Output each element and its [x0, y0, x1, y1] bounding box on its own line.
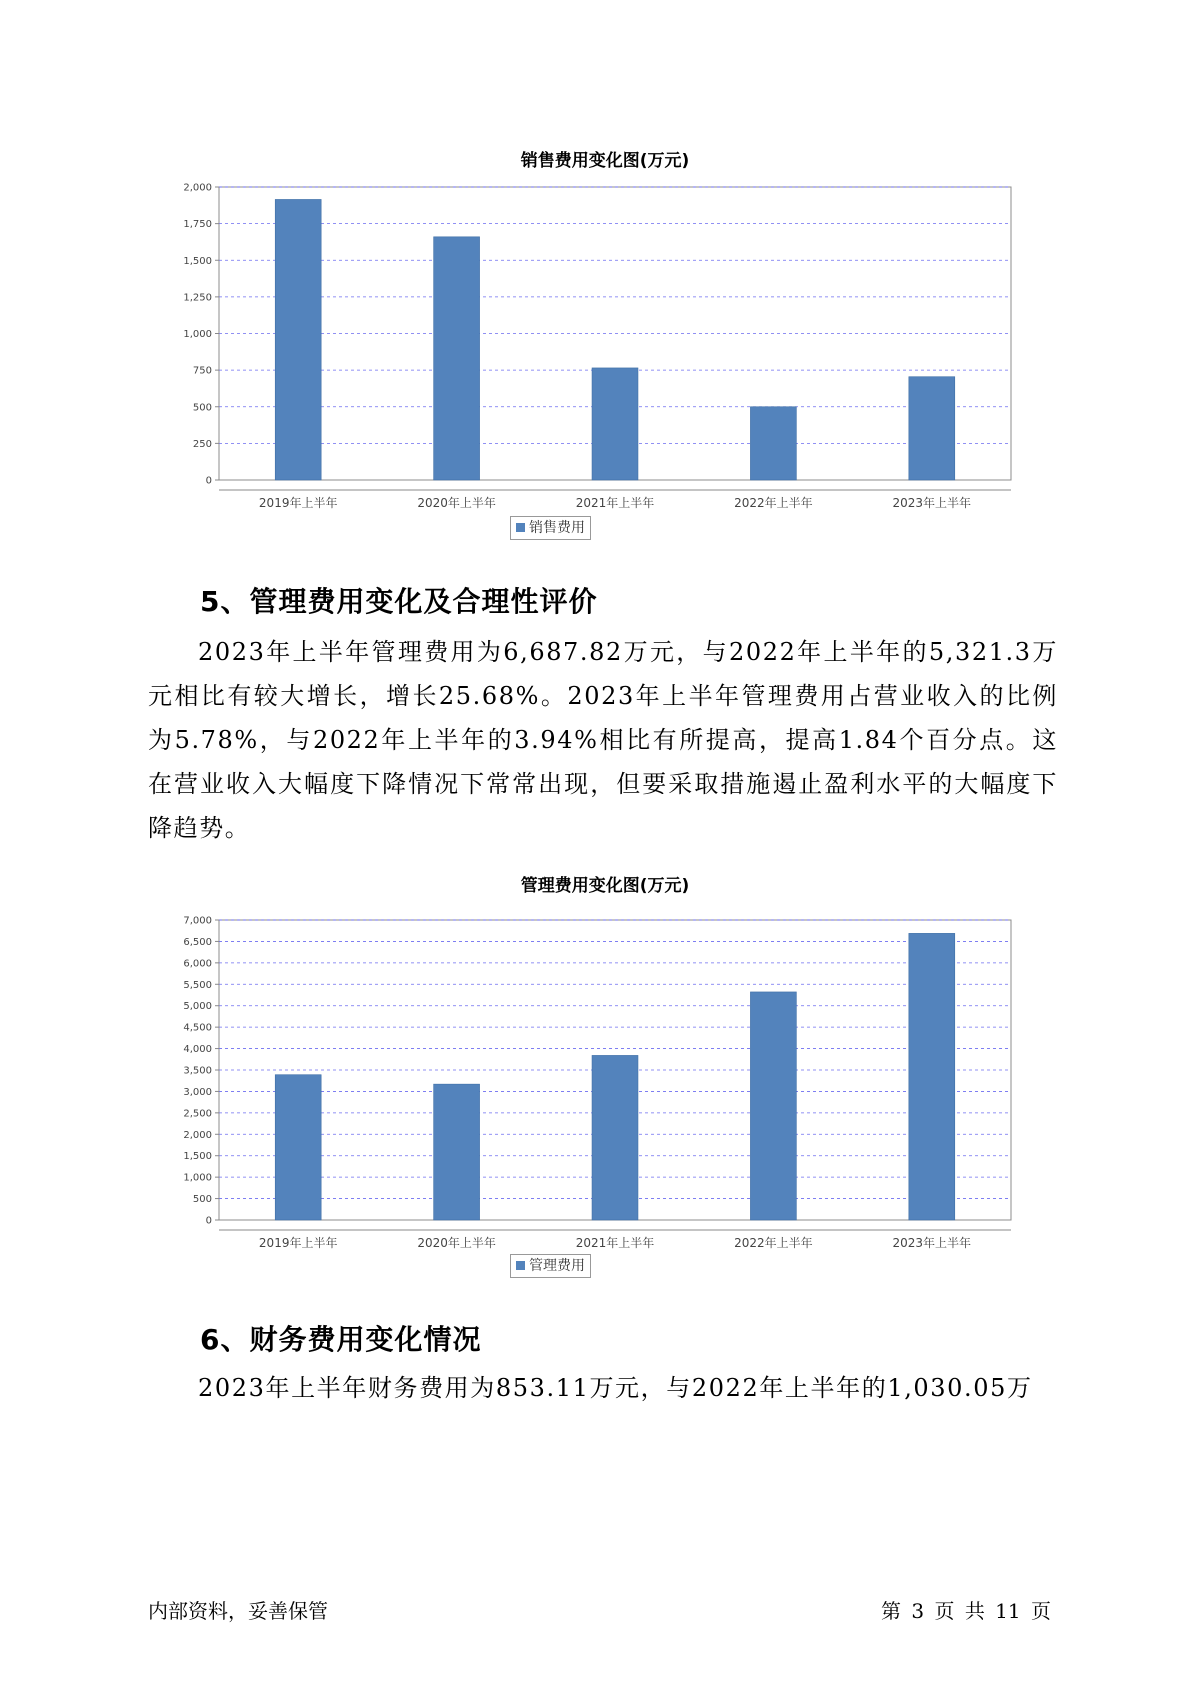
chart2-bar	[434, 1084, 480, 1220]
chart1-ytick-label: 1,000	[183, 329, 212, 340]
section5-heading: 5、管理费用变化及合理性评价	[200, 585, 598, 618]
admin-expense-chart	[0, 895, 1191, 1250]
chart1-bar	[750, 407, 796, 480]
chart1-ytick-label: 500	[192, 402, 212, 414]
chart1-bar	[434, 237, 480, 480]
chart2-bar	[592, 1055, 638, 1220]
section5-paragraph: 2023年上半年管理费用为6,687.82万元，与2022年上半年的5,321.3万元相比有较大增长，增长25.68%。2023年上半年管理费用占营业收入的比例为5.78%，与2022年上半年的3.94%相比有所提高，提高1.84个百分点。这在营业收入大幅度下降情况下常常出现，但要采取措施遏止盈利水平的大幅度下降趋势。	[148, 638, 1058, 842]
chart2-legend-label: 管理费用	[529, 1258, 585, 1274]
chart2-ytick-label: 1,500	[183, 1151, 212, 1163]
footer-page-number: 第 3 页 共 11 页	[881, 1599, 1051, 1623]
chart1-xtick-label: 2022年上半年	[734, 496, 813, 510]
chart2-title: 管理费用变化图(万元)	[520, 876, 690, 896]
chart1-ytick-label: 0	[205, 475, 212, 487]
legend-swatch	[516, 1261, 525, 1270]
section6-paragraph: 2023年上半年财务费用为853.11万元，与2022年上半年的1,030.05万	[198, 1374, 1033, 1402]
chart2-ytick-label: 3,000	[183, 1086, 212, 1098]
chart2-ytick-label: 2,000	[183, 1129, 212, 1141]
chart1-ytick-label: 250	[192, 438, 212, 450]
chart2-ytick-label: 500	[192, 1194, 212, 1206]
chart2-xtick-label: 2020年上半年	[417, 1236, 496, 1250]
chart2-ytick-label: 1,000	[183, 1172, 212, 1184]
chart1-bar	[592, 368, 638, 480]
chart2-ytick-label: 6,000	[183, 958, 212, 970]
chart2-bar	[750, 992, 796, 1220]
chart1-ytick-label: 1,250	[183, 292, 212, 304]
section6-heading: 6、财务费用变化情况	[200, 1323, 482, 1356]
chart2-ytick-label: 0	[205, 1215, 212, 1227]
chart2-ytick-label: 4,000	[183, 1044, 212, 1056]
chart1-bar	[909, 377, 955, 480]
legend-swatch	[516, 523, 525, 532]
chart1-bar	[275, 199, 321, 480]
chart2-xtick-label: 2023年上半年	[892, 1236, 972, 1250]
chart2-ytick-label: 5,500	[183, 979, 212, 991]
chart2-ytick-label: 6,500	[183, 936, 212, 948]
chart2-xtick-label: 2021年上半年	[575, 1236, 655, 1250]
chart1-legend	[510, 516, 591, 540]
chart1-ytick-label: 1,750	[183, 219, 212, 231]
sales-expense-chart	[0, 165, 1191, 510]
chart2-ytick-label: 5,000	[183, 1001, 212, 1013]
chart1-xtick-label: 2020年上半年	[417, 496, 496, 510]
chart2-ytick-label: 2,500	[183, 1108, 212, 1120]
chart2-ytick-label: 3,500	[183, 1065, 212, 1077]
chart2-bar	[909, 933, 955, 1220]
chart1-ytick-label: 750	[192, 365, 212, 377]
chart2-bar	[275, 1075, 321, 1220]
chart1-xtick-label: 2021年上半年	[575, 496, 655, 510]
chart2-ytick-label: 7,000	[183, 915, 212, 927]
chart1-legend-label: 销售费用	[529, 520, 585, 536]
chart2-xtick-label: 2022年上半年	[734, 1236, 813, 1250]
chart2-xtick-label: 2019年上半年	[258, 1236, 338, 1250]
chart1-ytick-label: 2,000	[183, 182, 212, 194]
chart2-ytick-label: 4,500	[183, 1022, 212, 1034]
footer-confidential: 内部资料，妥善保管	[148, 1599, 328, 1623]
chart1-xtick-label: 2023年上半年	[892, 496, 972, 510]
chart2-legend	[510, 1254, 591, 1278]
chart1-ytick-label: 1,500	[183, 255, 212, 267]
chart1-title: 销售费用变化图(万元)	[520, 151, 690, 171]
chart1-xtick-label: 2019年上半年	[258, 496, 338, 510]
